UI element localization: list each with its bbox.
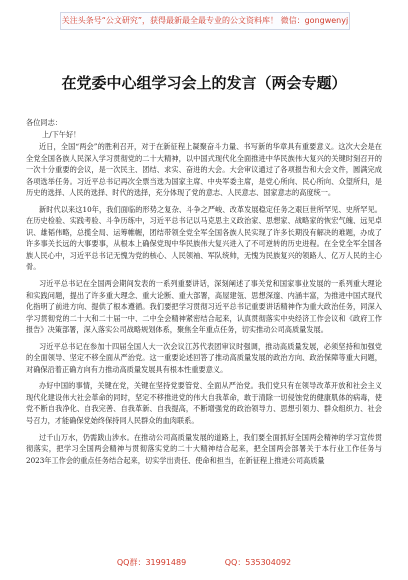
paragraph: 近日，全国“两会”的胜利召开，对于在新征程上凝聚奋斗力量、书写新的华章具有重要意义。这次大会是在全党全国各族人民深入学习贯彻党的二十大精神，以中国式现代化全面推进中华民族伟大复兴的关键时刻召开的一次十分重要的会议，是一次民主、团结、求实、奋进的大会。大会审议通过了各项报告和大会文件，圆满完成各项选举任务。习近平总书记再次全票当选为国家主席、中央军委主席，是党心所向、民心所向、众望所归，是历史的选择、人民的选择、时代的选择，充分体现了党的意志、人民意志、国家意志的高度统一。 [26,142,382,198]
qq-group-text: QQ群：31991489 [116,558,187,567]
paragraph: 新时代以来这10年，我们面临的形势之复杂、斗争之严峻、改革发展稳定任务之艰巨世所罕见、史所罕见。在历史检验、实践考验、斗争历练中，习近平总书记以马克思主义政治家、思想家、战略家的恢宏气魄、远见卓识、雄韬伟略，总揽全局、运筹帷幄，团结带领全党全军全国各族人民实现了许多长期没有解决的难题，办成了许多事关长远的大事要事，从根本上确保党现中华民族伟大复兴进入了不可逆转的历史进程。在全党全军全国各族人民心中，习近平总书记无愧为党的核心、人民领袖、军队统帅，无愧为民族复兴的领路人、亿万人民的主心骨。 [26,204,382,272]
promo-banner: 关注头条号“公文研究”，获得最新最全最专业的公文资料库！ 微信：gongwenyj [60,12,350,30]
qq-text: QQ：535304092 [224,558,292,567]
paragraph: 习近平总书记在参加十四届全国人大一次会议江苏代表团审议时强调，推动高质量发展，必须坚持和加强党的全面领导、坚定不移全面从严治党。这一重要论述回答了推动高质量发展的政治方向、政治保障等重大问题，对确保沿着正确方向有力推动高质量发展具有根本性重要意义。 [26,341,382,374]
salutation: 各位同志： [26,118,62,127]
greeting: 上/下午好！ [42,130,81,139]
paragraph: 过千山万水，仍需跋山涉水。在推动公司高质量发展的道路上，我们要全面抓好全国两会精神的学习宣传贯彻落实，把学习全国两会精神与贯彻落实党的二十大精神结合起来，把全国两会部署关于本行业工作任务与2023年工作会的重点任务结合起来，切实学出责任、使命和担当，在新征程上推进公司高质量 [26,432,382,465]
contact-footer [0,555,408,571]
document-body [26,117,382,471]
paragraph: 习近平总书记在全国两会期间发表的一系列重要讲话，深刻阐述了事关党和国家事业发展的一系列重大理论和实践问题，提出了许多重大理念、重大论断、重大部署，高屋建瓴、思想深邃、内涵丰富，为推进中国式现代化指明了前进方向、提供了根本遵循。我们要把学习贯彻习近平总书记重要讲话精神作为重大政治任务，同深入学习贯彻党的二十大和二十届一中、二中全会精神紧密结合起来，认真贯彻落实中央经济工作会议和《政府工作报告》决策部署，深入落实公司战略规划体系，聚焦全年重点任务，切实推动公司高质量发展。 [26,279,382,335]
document-title: 在党委中心组学习会上的发言（两会专题） [61,74,347,93]
paragraph: 办好中国的事情，关键在党，关键在坚持党要管党、全面从严治党。我们党只有在领导改革开放和社会主义现代化建设伟大社会革命的同时，坚定不移推进党的伟大自我革命，敢于清除一切侵蚀党的健康肌体的病毒，使党不断自我净化、自我完善、自我革新、自我提高，不断增强党的政治领导力、思想引领力、群众组织力、社会号召力，才能确保党始终保持同人民群众的血肉联系。 [26,381,382,426]
